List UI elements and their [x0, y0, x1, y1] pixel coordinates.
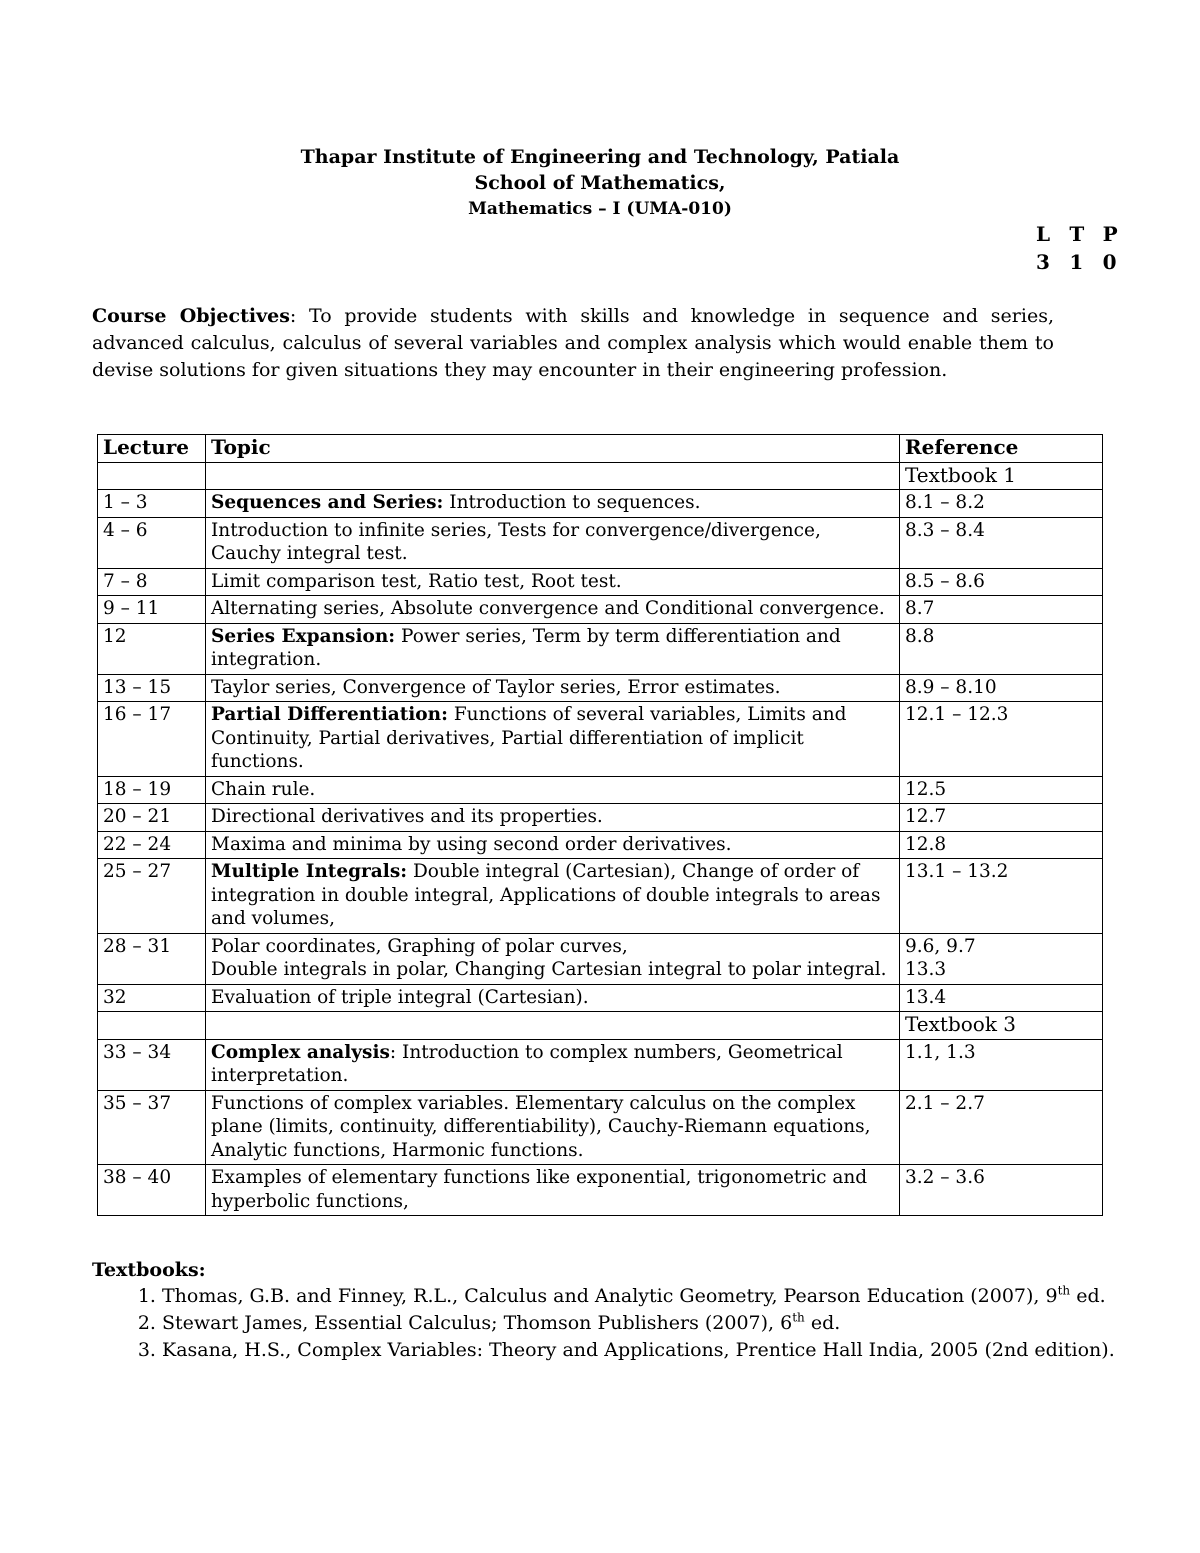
reference-cell: 8.1 – 8.2 [900, 490, 1103, 518]
table-row [98, 984, 1103, 1012]
reference-cell: 9.6, 9.7 13.3 [900, 933, 1103, 984]
lecture-cell: 35 – 37 [98, 1090, 206, 1165]
topic-text: Functions of complex variables. Elementary calculus on the complex plane (limits, continuity, differentiability), Cauchy-Riemann equations, Analytic functions, Harmonic functions. [211, 1092, 871, 1161]
reference-cell: 13.1 – 13.2 [900, 859, 1103, 934]
lecture-cell: 33 – 34 [98, 1039, 206, 1090]
table-row [98, 831, 1103, 859]
topic-cell [206, 462, 900, 490]
lecture-cell: 25 – 27 [98, 859, 206, 934]
topic-heading: Series Expansion: [211, 625, 396, 647]
lecture-cell: 9 – 11 [98, 596, 206, 624]
topic-text: Power series, Term by term differentiation and integration. [211, 625, 841, 670]
textbook-text: Thomas, G.B. and Finney, R.L., Calculus and Analytic Geometry, Pearson Education (2007), 9 [162, 1285, 1058, 1307]
topic-text: Limit comparison test, Ratio test, Root test. [211, 570, 622, 592]
lecture-cell [98, 462, 206, 490]
topic-text: Polar coordinates, Graphing of polar curves, Double integrals in polar, Changing Cartesian integral to polar integral. [211, 935, 887, 980]
lecture-cell: 1 – 3 [98, 490, 206, 518]
table-row [98, 776, 1103, 804]
table-row [98, 568, 1103, 596]
reference-cell: 1.1, 1.3 [900, 1039, 1103, 1090]
textbook-item [162, 1337, 1200, 1364]
reference-cell: Textbook 3 [900, 1012, 1103, 1040]
lecture-cell: 38 – 40 [98, 1165, 206, 1216]
ltp-label-l: L [1036, 222, 1051, 246]
lecture-cell: 4 – 6 [98, 517, 206, 568]
table-row [98, 490, 1103, 518]
topic-cell [206, 490, 900, 518]
table-row [98, 804, 1103, 832]
header-lecture: Lecture [98, 435, 206, 463]
syllabus-body [98, 462, 1103, 1216]
objectives-label: Course Objectives [92, 305, 290, 327]
textbook-text-end: ed. [804, 1312, 841, 1334]
reference-cell: 8.7 [900, 596, 1103, 624]
table-row [98, 859, 1103, 934]
topic-text: Alternating series, Absolute convergence and Conditional convergence. [211, 598, 885, 619]
topic-cell [206, 1012, 900, 1040]
institute-title: Thapar Institute of Engineering and Technology, Patiala [300, 146, 900, 168]
lecture-cell: 7 – 8 [98, 568, 206, 596]
topic-cell [206, 1039, 900, 1090]
table-row [98, 1090, 1103, 1165]
header-reference: Reference [900, 435, 1103, 463]
topic-text: Directional derivatives and its properties. [211, 806, 603, 827]
table-row [98, 623, 1103, 674]
textbooks-title: Textbooks: [92, 1259, 206, 1281]
syllabus-table [97, 434, 1103, 1216]
table-row [98, 517, 1103, 568]
header-topic: Topic [206, 435, 900, 463]
table-row [98, 462, 1103, 490]
textbook-item [162, 1310, 1200, 1337]
course-objectives [92, 303, 1054, 384]
topic-heading: Complex analysis [211, 1041, 390, 1063]
ltp-value-l: 3 [1036, 250, 1050, 274]
textbook-text: Stewart James, Essential Calculus; Thomson Publishers (2007), 6 [162, 1312, 793, 1334]
topic-text: : Introduction to complex numbers, Geometrical interpretation. [211, 1041, 843, 1086]
topic-cell [206, 984, 900, 1012]
ltp-label-p: P [1102, 222, 1118, 246]
reference-cell: Textbook 1 [900, 462, 1103, 490]
topic-text: Chain rule. [211, 778, 316, 800]
table-header-row [98, 435, 1103, 463]
table-row [98, 1165, 1103, 1216]
lecture-cell: 22 – 24 [98, 831, 206, 859]
textbooks-list [92, 1283, 1200, 1364]
topic-cell [206, 702, 900, 777]
reference-cell: 8.5 – 8.6 [900, 568, 1103, 596]
topic-heading: Sequences and Series: [211, 492, 444, 513]
topic-heading: Partial Differentiation: [211, 704, 448, 725]
topic-cell [206, 674, 900, 702]
table-row [98, 1012, 1103, 1040]
textbook-edition-suffix: th [792, 1310, 805, 1325]
textbook-text-end: ed. [1070, 1285, 1106, 1307]
table-row [98, 674, 1103, 702]
reference-cell: 12.5 [900, 776, 1103, 804]
lecture-cell: 16 – 17 [98, 702, 206, 777]
topic-text: Introduction to sequences. [443, 492, 701, 513]
ltp-value-p: 0 [1102, 250, 1117, 274]
lecture-cell: 13 – 15 [98, 674, 206, 702]
objectives-text: : To provide students with skills and knowledge in sequence and series, advanced calculus, calculus of several variables and complex analysis which would enable them to devise solutions for given situations they may encounter in their engineering profession. [92, 305, 1054, 381]
lecture-cell: 12 [98, 623, 206, 674]
lecture-cell: 20 – 21 [98, 804, 206, 832]
lecture-cell: 28 – 31 [98, 933, 206, 984]
topic-text: Taylor series, Convergence of Taylor series, Error estimates. [211, 676, 781, 698]
topic-cell [206, 568, 900, 596]
topic-text: Maxima and minima by using second order derivatives. [211, 833, 732, 855]
table-row [98, 1039, 1103, 1090]
reference-cell: 13.4 [900, 984, 1103, 1012]
topic-cell [206, 776, 900, 804]
school-title: School of Mathematics, [474, 172, 726, 194]
reference-cell: 3.2 – 3.6 [900, 1165, 1103, 1216]
topic-cell [206, 623, 900, 674]
table-row [98, 596, 1103, 624]
topic-heading: Multiple Integrals: [211, 861, 408, 882]
textbook-text: Kasana, H.S., Complex Variables: Theory and Applications, Prentice Hall India, 2005 (2nd edition). [162, 1339, 1115, 1361]
ltp-values [1036, 250, 1136, 274]
topic-cell [206, 933, 900, 984]
ltp-value-t: 1 [1069, 250, 1084, 274]
reference-cell: 12.1 – 12.3 [900, 702, 1103, 777]
reference-cell: 12.7 [900, 804, 1103, 832]
topic-text: Introduction to infinite series, Tests for convergence/divergence, Cauchy integral test. [211, 519, 821, 564]
lecture-cell: 18 – 19 [98, 776, 206, 804]
topic-cell [206, 1090, 900, 1165]
reference-cell: 8.3 – 8.4 [900, 517, 1103, 568]
topic-cell [206, 804, 900, 832]
topic-cell [206, 596, 900, 624]
lecture-cell: 32 [98, 984, 206, 1012]
topic-cell [206, 859, 900, 934]
table-row [98, 933, 1103, 984]
reference-cell: 8.8 [900, 623, 1103, 674]
topic-text: Evaluation of triple integral (Cartesian). [211, 986, 589, 1008]
textbook-item [162, 1283, 1200, 1310]
reference-cell: 8.9 – 8.10 [900, 674, 1103, 702]
topic-text: Functions of several variables, Limits and Continuity, Partial derivatives, Partial differentiation of implicit functions. [211, 704, 847, 772]
topic-text: Examples of elementary functions like exponential, trigonometric and hyperbolic functions, [211, 1167, 868, 1212]
course-title: Mathematics – I (UMA-010) [468, 199, 732, 219]
reference-cell: 2.1 – 2.7 [900, 1090, 1103, 1165]
topic-cell [206, 831, 900, 859]
table-row [98, 702, 1103, 777]
textbook-edition-suffix: th [1057, 1283, 1071, 1298]
ltp-label-t: T [1069, 222, 1085, 246]
topic-text: Double integral (Cartesian), Change of order of integration in double integral, Applications of double integrals to areas and volumes, [211, 861, 881, 929]
reference-cell: 12.8 [900, 831, 1103, 859]
lecture-cell [98, 1012, 206, 1040]
topic-cell [206, 517, 900, 568]
ltp-labels [1036, 222, 1136, 246]
topic-cell [206, 1165, 900, 1216]
